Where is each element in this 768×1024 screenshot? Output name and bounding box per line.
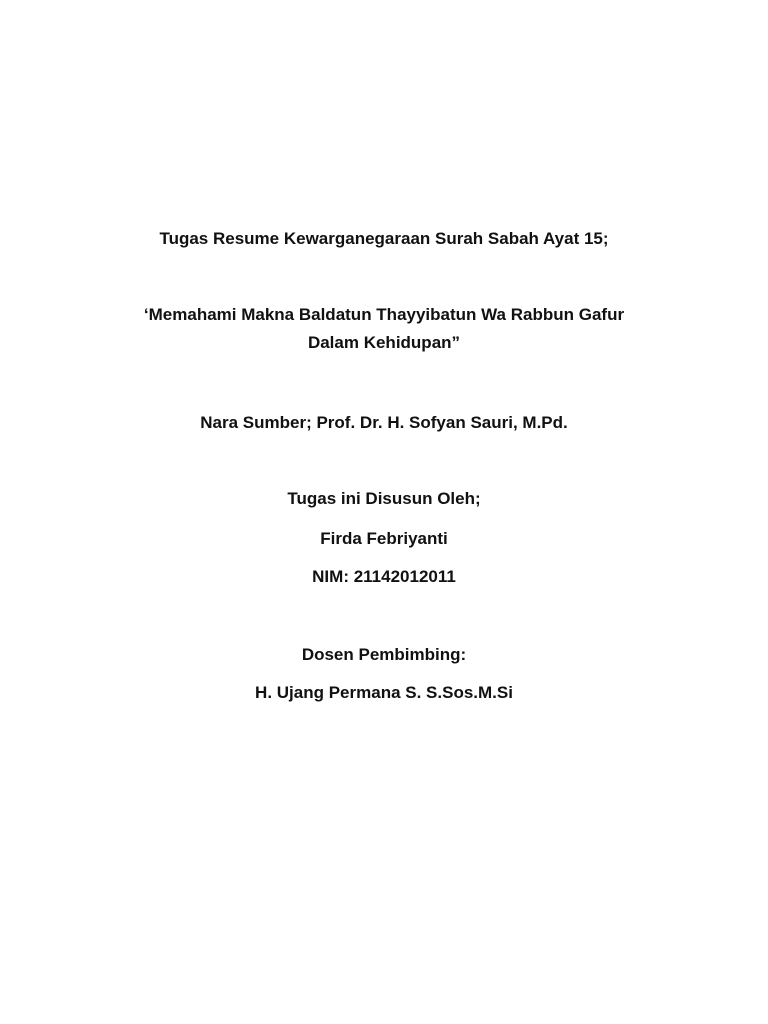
compiled-by-label: Tugas ini Disusun Oleh; bbox=[287, 489, 481, 508]
author-nim: NIM: 21142012011 bbox=[312, 567, 456, 586]
document-title: Tugas Resume Kewarganegaraan Surah Sabah Ayat 15; bbox=[159, 229, 609, 248]
supervisor-label: Dosen Pembimbing: bbox=[301, 645, 467, 664]
supervisor-name: H. Ujang Permana S. S.Sos.M.Si bbox=[255, 683, 513, 702]
document-subtitle-line-1: ‘Memahami Makna Baldatun Thayyibatun Wa Rabbun Gafur bbox=[143, 305, 625, 324]
document-subtitle-line-2: Dalam Kehidupan” bbox=[307, 333, 461, 352]
author-name: Firda Febriyanti bbox=[320, 529, 448, 548]
resource-person: Nara Sumber; Prof. Dr. H. Sofyan Sauri, M.Pd. bbox=[200, 413, 568, 432]
